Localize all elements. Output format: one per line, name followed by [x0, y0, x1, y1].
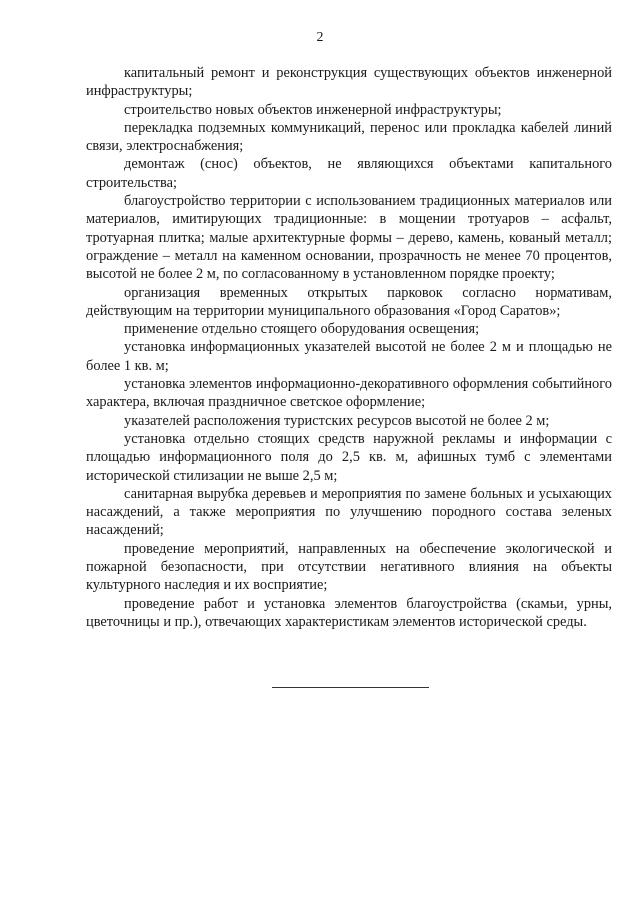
paragraph: установка отдельно стоящих средств наружной рекламы и информации с площадью информационного поля до 2,5 кв. м, афишных тумб с элементами исторической стилизации не выше 2,5 м;: [86, 430, 612, 484]
paragraph: установка элементов информационно-декоративного оформления событийного характера, включая праздничное светское оформление;: [86, 376, 612, 411]
paragraph: благоустройство территории с использованием традиционных материалов или материалов, имитирующих традиционные: в мощении тротуаров – асфальт, тротуарная плитка; малые архитектурные формы – дерево, камень, кованый металл; ограждение – металл на каменном основании, прозрачность не менее 70 процентов, высотой не более 2 м, по согласованному в установленном порядке проекту;: [86, 193, 612, 283]
end-divider-line: [272, 687, 429, 688]
paragraph: строительство новых объектов инженерной инфраструктуры;: [124, 101, 502, 118]
paragraph: указателей расположения туристских ресурсов высотой не более 2 м;: [124, 412, 550, 429]
paragraph: перекладка подземных коммуникаций, перенос или прокладка кабелей линий связи, электроснабжения;: [86, 119, 612, 155]
paragraph: санитарная вырубка деревьев и мероприятия по замене больных и усыхающих насаждений, а также мероприятия по улучшению породного состава зеленых насаждений;: [86, 485, 612, 539]
paragraph: демонтаж (снос) объектов, не являющихся объектами капитального строительства;: [86, 156, 612, 191]
page-number: 2: [316, 30, 324, 45]
paragraph: проведение работ и установка элементов благоустройства (скамьи, урны, цветочницы и пр.), отвечающих характеристикам элементов исторической среды.: [86, 595, 612, 630]
paragraph: установка информационных указателей высотой не более 2 м и площадью не более 1 кв. м;: [86, 339, 612, 374]
document-body: [86, 64, 612, 631]
paragraph: применение отдельно стоящего оборудования освещения;: [124, 321, 480, 338]
paragraph: проведение мероприятий, направленных на обеспечение экологической и пожарной безопасности, при отсутствии негативного влияния на объекты культурного наследия и их восприятие;: [86, 540, 612, 594]
paragraph: организация временных открытых парковок согласно нормативам, действующим на территории муниципального образования «Город Саратов»;: [86, 284, 612, 319]
paragraph: капитальный ремонт и реконструкция существующих объектов инженерной инфраструктуры;: [86, 65, 612, 100]
